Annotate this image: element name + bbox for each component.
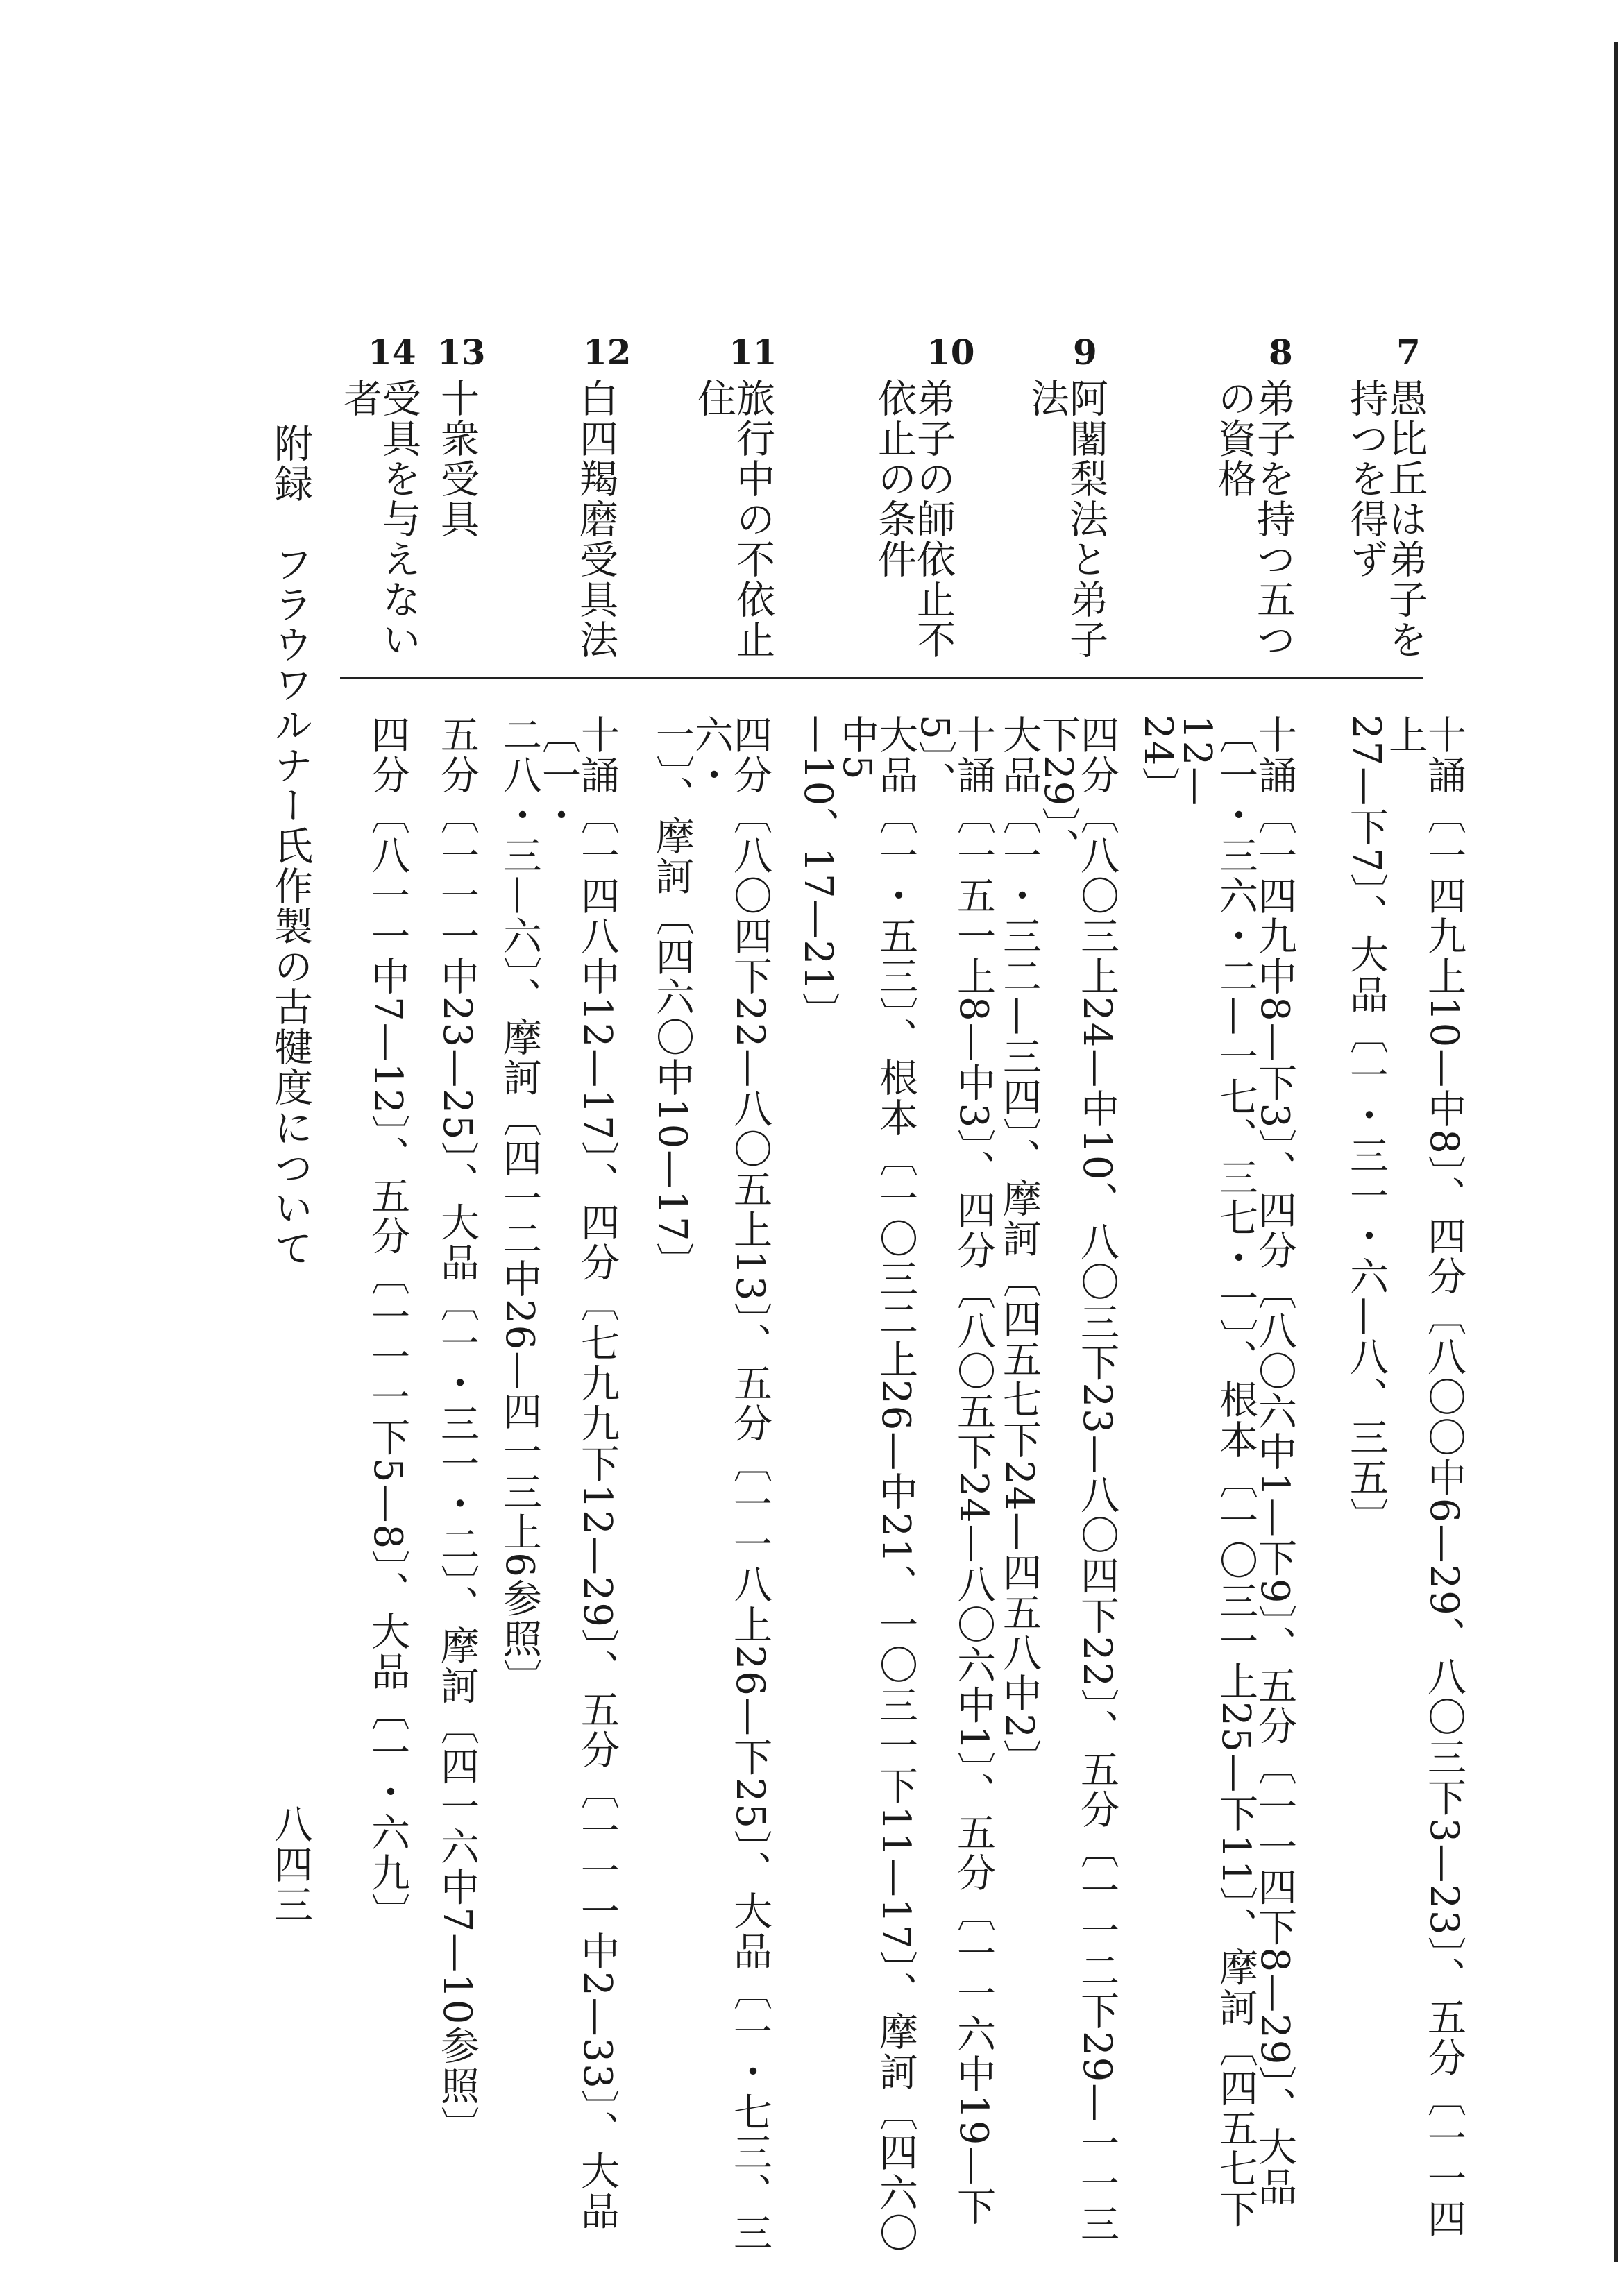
entry-number: 7 [1396, 332, 1421, 373]
entry-number: 9 [1073, 332, 1097, 373]
entry-title: 弟子を持つ五つ の資格 [1212, 378, 1296, 660]
running-title: 附録 フラウワルナー氏作製の古犍度について [268, 423, 313, 1268]
entry-number: 13 [437, 332, 486, 373]
entry-title: 白四羯磨受具法 [573, 378, 618, 660]
entry-title: 十衆受具 [434, 378, 480, 539]
entry-refs: 十誦〔一四八中12—17〕、四分〔七九九下12—29〕、五分〔一一一中2—33〕、大品〔一・ 二八・三—六〕、摩訶〔四一二中26—四一三上6参照〕 [497, 715, 620, 2231]
page-edge-line [1614, 42, 1618, 2262]
entry-number: 8 [1269, 332, 1293, 373]
entry-title: 愚比丘は弟子を 持つを得ず [1344, 378, 1428, 660]
entry-title: 受具を与えない 者 [337, 378, 421, 660]
entry-title: 弟子の師依止不 依止の条件 [872, 378, 956, 660]
entry-number: 10 [927, 332, 975, 373]
entry-refs: 十誦〔一四九中8—下3〕、四分〔八〇六中1—下9〕、五分〔一一四下8—29〕、大品 〔一・三六・二—一七、三七・一〕、根本〔一〇三一上25—下11〕、摩訶〔四五七下12— 24〕 [1135, 715, 1297, 2229]
entry-refs: 十誦〔一五一上8—中3〕、四分〔八〇五下24—八〇六中1〕、五分〔一一六中19—下5〕、 大品〔一・五三〕、根本〔一〇三二上26—中21、一〇三一下11—17〕、摩訶〔四六〇中5 —10、17—21〕 [795, 715, 996, 2254]
entry-number: 11 [729, 332, 777, 373]
entry-refs: 四分〔八〇三上24—中10、八〇三下23—八〇四下22〕、五分〔一一二下29—一一三下29〕、 大品〔一・三二—三四〕、摩訶〔四五七下24—四五八中2〕 [997, 715, 1119, 2245]
entry-title: 阿闍梨法と弟子 法 [1024, 378, 1108, 660]
entry-number: 14 [368, 332, 416, 373]
page-number: 八四三 [268, 1804, 313, 1925]
entry-refs: 四分〔八一一中7—12〕、五分〔一一一下5—8〕、大品〔一・六九〕 [365, 715, 410, 1934]
separator-rule [340, 677, 1423, 679]
entry-title: 旅行中の不依止 住 [691, 378, 775, 660]
entry-refs: 五分〔一一一中23—25〕、大品〔一・三一・二〕、摩訶〔四一六中7—10参照〕 [434, 715, 480, 2147]
entry-number: 12 [583, 332, 632, 373]
entry-refs: 四分〔八〇四下22—八〇五上13〕、五分〔一一八上26—下25〕、大品〔一・七三、三六・ 一〕、摩訶〔四六〇中10—17〕 [650, 715, 772, 2254]
entry-refs: 十誦〔一四九上10—中8〕、四分〔八〇〇中6—29、八〇三下3—23〕、五分〔一一四上 27—下7〕、大品〔一・三一・六—八、三五〕 [1344, 715, 1466, 2239]
